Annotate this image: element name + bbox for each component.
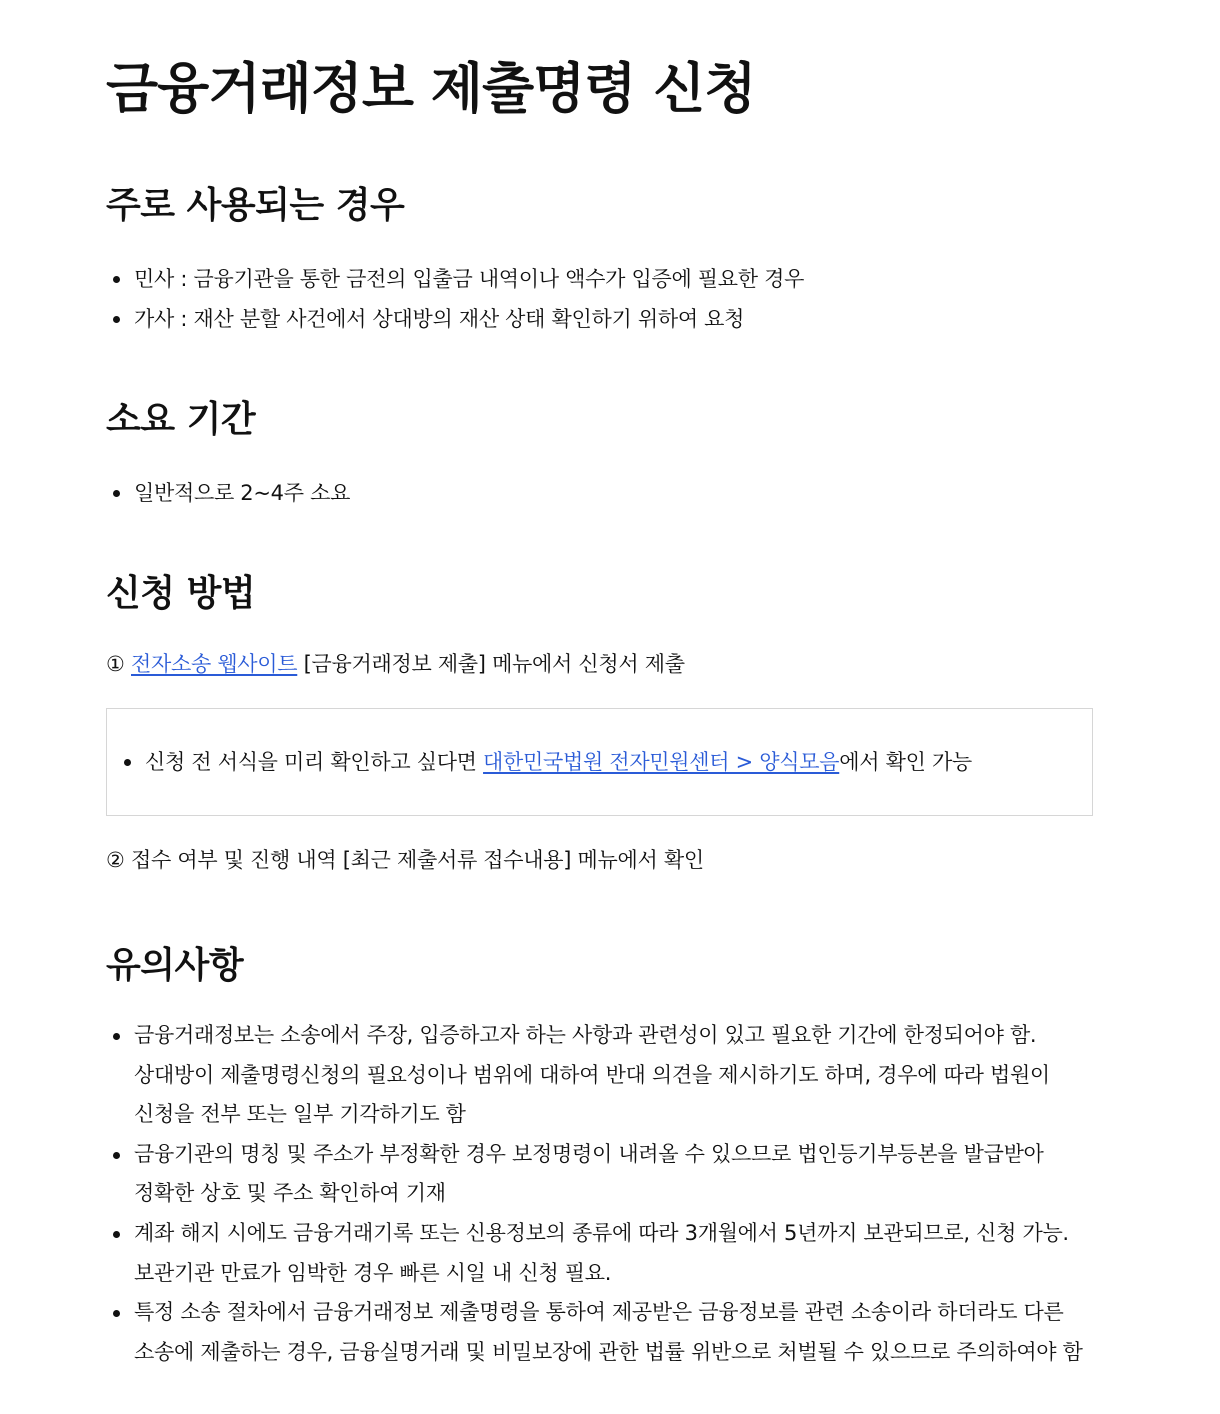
step-1-number: ① — [106, 652, 125, 676]
court-forms-link[interactable]: 대한민국법원 전자민원센터 > 양식모음 — [483, 750, 840, 774]
usage-heading: 주로 사용되는 경우 — [106, 184, 405, 226]
note-text-before: 신청 전 서식을 미리 확인하고 싶다면 — [145, 750, 484, 774]
caution-line: 신청을 전부 또는 일부 기각하기도 함 — [134, 1102, 466, 1127]
method-heading: 신청 방법 — [106, 572, 256, 614]
usage-list — [106, 259, 1092, 339]
caution-line: 특정 소송 절차에서 금융거래정보 제출명령을 통하여 제공받은 금융정보를 관련 소송이라 하더라도 다른 — [134, 1300, 1064, 1325]
period-item: 일반적으로 2~4주 소요 — [106, 473, 1092, 513]
period-heading: 소요 기간 — [106, 398, 256, 440]
period-list — [106, 473, 1092, 513]
caution-section — [106, 940, 1092, 1372]
method-step-2 — [106, 840, 1092, 880]
caution-line: 금융거래정보는 소송에서 주장, 입증하고자 하는 사항과 관련성이 있고 필요한 기간에 한정되어야 함. — [134, 1023, 1037, 1047]
caution-line: 금융기관의 명칭 및 주소가 부정확한 경우 보정명령이 내려올 수 있으므로 법인등기부등본을 발급받아 — [134, 1141, 1044, 1166]
caution-line: 계좌 해지 시에도 금융거래기록 또는 신용정보의 종류에 따라 3개월에서 5년까지 보관되므로, 신청 가능. — [134, 1220, 1069, 1245]
caution-line: 보관기관 만료가 임박한 경우 빠른 시일 내 신청 필요. — [134, 1260, 612, 1285]
usage-item-civil: 민사 : 금융기관을 통한 금전의 입출금 내역이나 액수가 입증에 필요한 경우 — [106, 259, 1092, 299]
usage-item-family: 가사 : 재산 분할 사건에서 상대방의 재산 상태 확인하기 위하여 요청 — [106, 299, 1092, 339]
period-section — [106, 394, 1092, 513]
caution-line: 소송에 제출하는 경우, 금융실명거래 및 비밀보장에 관한 법률 위반으로 처벌될 수 있으므로 주의하여야 함 — [134, 1339, 1083, 1364]
method-step-1 — [106, 644, 1092, 684]
caution-heading: 유의사항 — [106, 944, 244, 986]
caution-item-retention — [106, 1214, 1092, 1293]
caution-item-misuse — [106, 1293, 1092, 1372]
page-title: 금융거래정보 제출명령 신청 — [106, 56, 756, 120]
caution-list — [106, 1016, 1092, 1372]
caution-line: 상대방이 제출명령신청의 필요성이나 범위에 대하여 반대 의견을 제시하기도 하며, 경우에 따라 법원이 — [134, 1062, 1050, 1087]
usage-section — [106, 180, 1092, 339]
caution-item-institution-name — [106, 1135, 1092, 1214]
e-litigation-website-link[interactable]: 전자소송 웹사이트 — [131, 652, 298, 676]
caution-line: 정확한 상호 및 주소 확인하여 기재 — [134, 1181, 446, 1206]
step-2-text: 접수 여부 및 진행 내역 [최근 제출서류 접수내용] 메뉴에서 확인 — [131, 848, 704, 872]
step-1-text: [금융거래정보 제출] 메뉴에서 신청서 제출 — [297, 652, 685, 676]
form-note-box — [106, 708, 1093, 816]
step-2-number: ② — [106, 848, 125, 872]
method-section — [106, 568, 1092, 880]
note-text-after: 에서 확인 가능 — [839, 750, 972, 774]
note-list — [117, 742, 1072, 782]
note-item — [117, 742, 1072, 782]
caution-item-relevance — [106, 1016, 1092, 1135]
